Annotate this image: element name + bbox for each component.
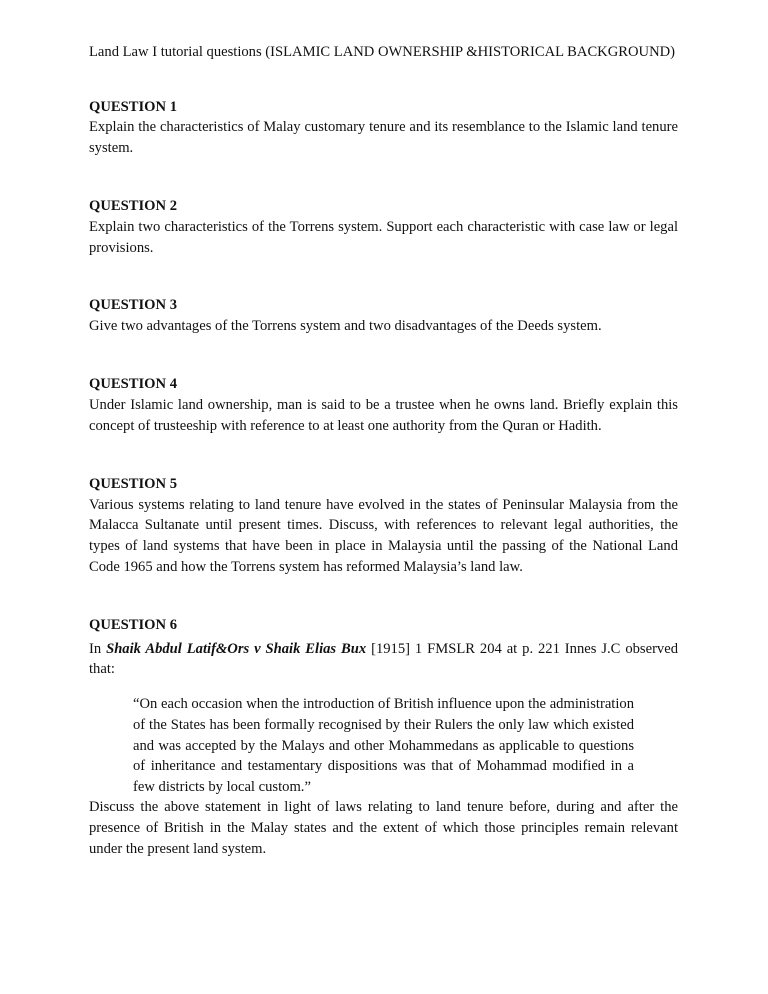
question-1 [89,97,678,159]
question-1-heading: QUESTION 1 [89,98,177,115]
question-5-heading: QUESTION 5 [89,476,177,493]
question-2-heading: QUESTION 2 [89,198,177,215]
question-6-closing: Discuss the above statement in light of laws relating to land tenure before, during and after the presence of British in the Malay states and the extent of which those principles remain relevant under the present land system. [89,799,678,857]
document-title: Land Law I tutorial questions (ISLAMIC LAND OWNERSHIP &HISTORICAL BACKGROUND) [89,44,676,60]
document-page [89,42,678,859]
question-6-heading: QUESTION 6 [89,617,177,634]
question-1-body: Explain the characteristics of Malay customary tenure and its resemblance to the Islamic land tenure system. [89,119,678,156]
question-3-heading: QUESTION 3 [89,297,177,314]
question-6-intro-suffix: [1915] 1 FMSLR 204 at p. 221 Innes J.C observed that: [89,640,678,678]
question-4-heading: QUESTION 4 [89,376,177,393]
question-3-body: Give two advantages of the Torrens system and two disadvantages of the Deeds system. [89,317,602,334]
judicial-quote: “On each occasion when the introduction of British influence upon the administration of the States has been formally recognised by their Rulers the only law which existed and was accepted by the Malays and other Mohammedans as applicable to questions of inheritance and testamentary dispositions was that of Mohammad modified in a few districts by local custom.” [133,696,634,795]
question-2-body: Explain two characteristics of the Torrens system. Support each characteristic with case law or legal provisions. [89,218,678,256]
question-6-intro [89,639,678,680]
question-5-body: Various systems relating to land tenure have evolved in the states of Peninsular Malaysia from the Malacca Sultanate until present times. Discuss, with references to relevant legal authorities, the types of land systems that have been in place in Malaysia until the passing of the National Land Code 1965 and how the Torrens system has reformed Malaysia’s land law. [89,496,678,575]
question-3 [89,295,678,336]
question-6-intro-prefix: In [89,640,107,657]
question-6 [89,615,678,859]
question-4-body: Under Islamic land ownership, man is said to be a trustee when he owns land. Briefly explain this concept of trusteeship with reference to at least one authority from the Quran or Hadith. [89,396,678,434]
question-5 [89,474,678,577]
case-name: Shaik Abdul Latif&Ors v Shaik Elias Bux [106,640,367,657]
question-2 [89,196,678,258]
question-4 [89,374,678,436]
